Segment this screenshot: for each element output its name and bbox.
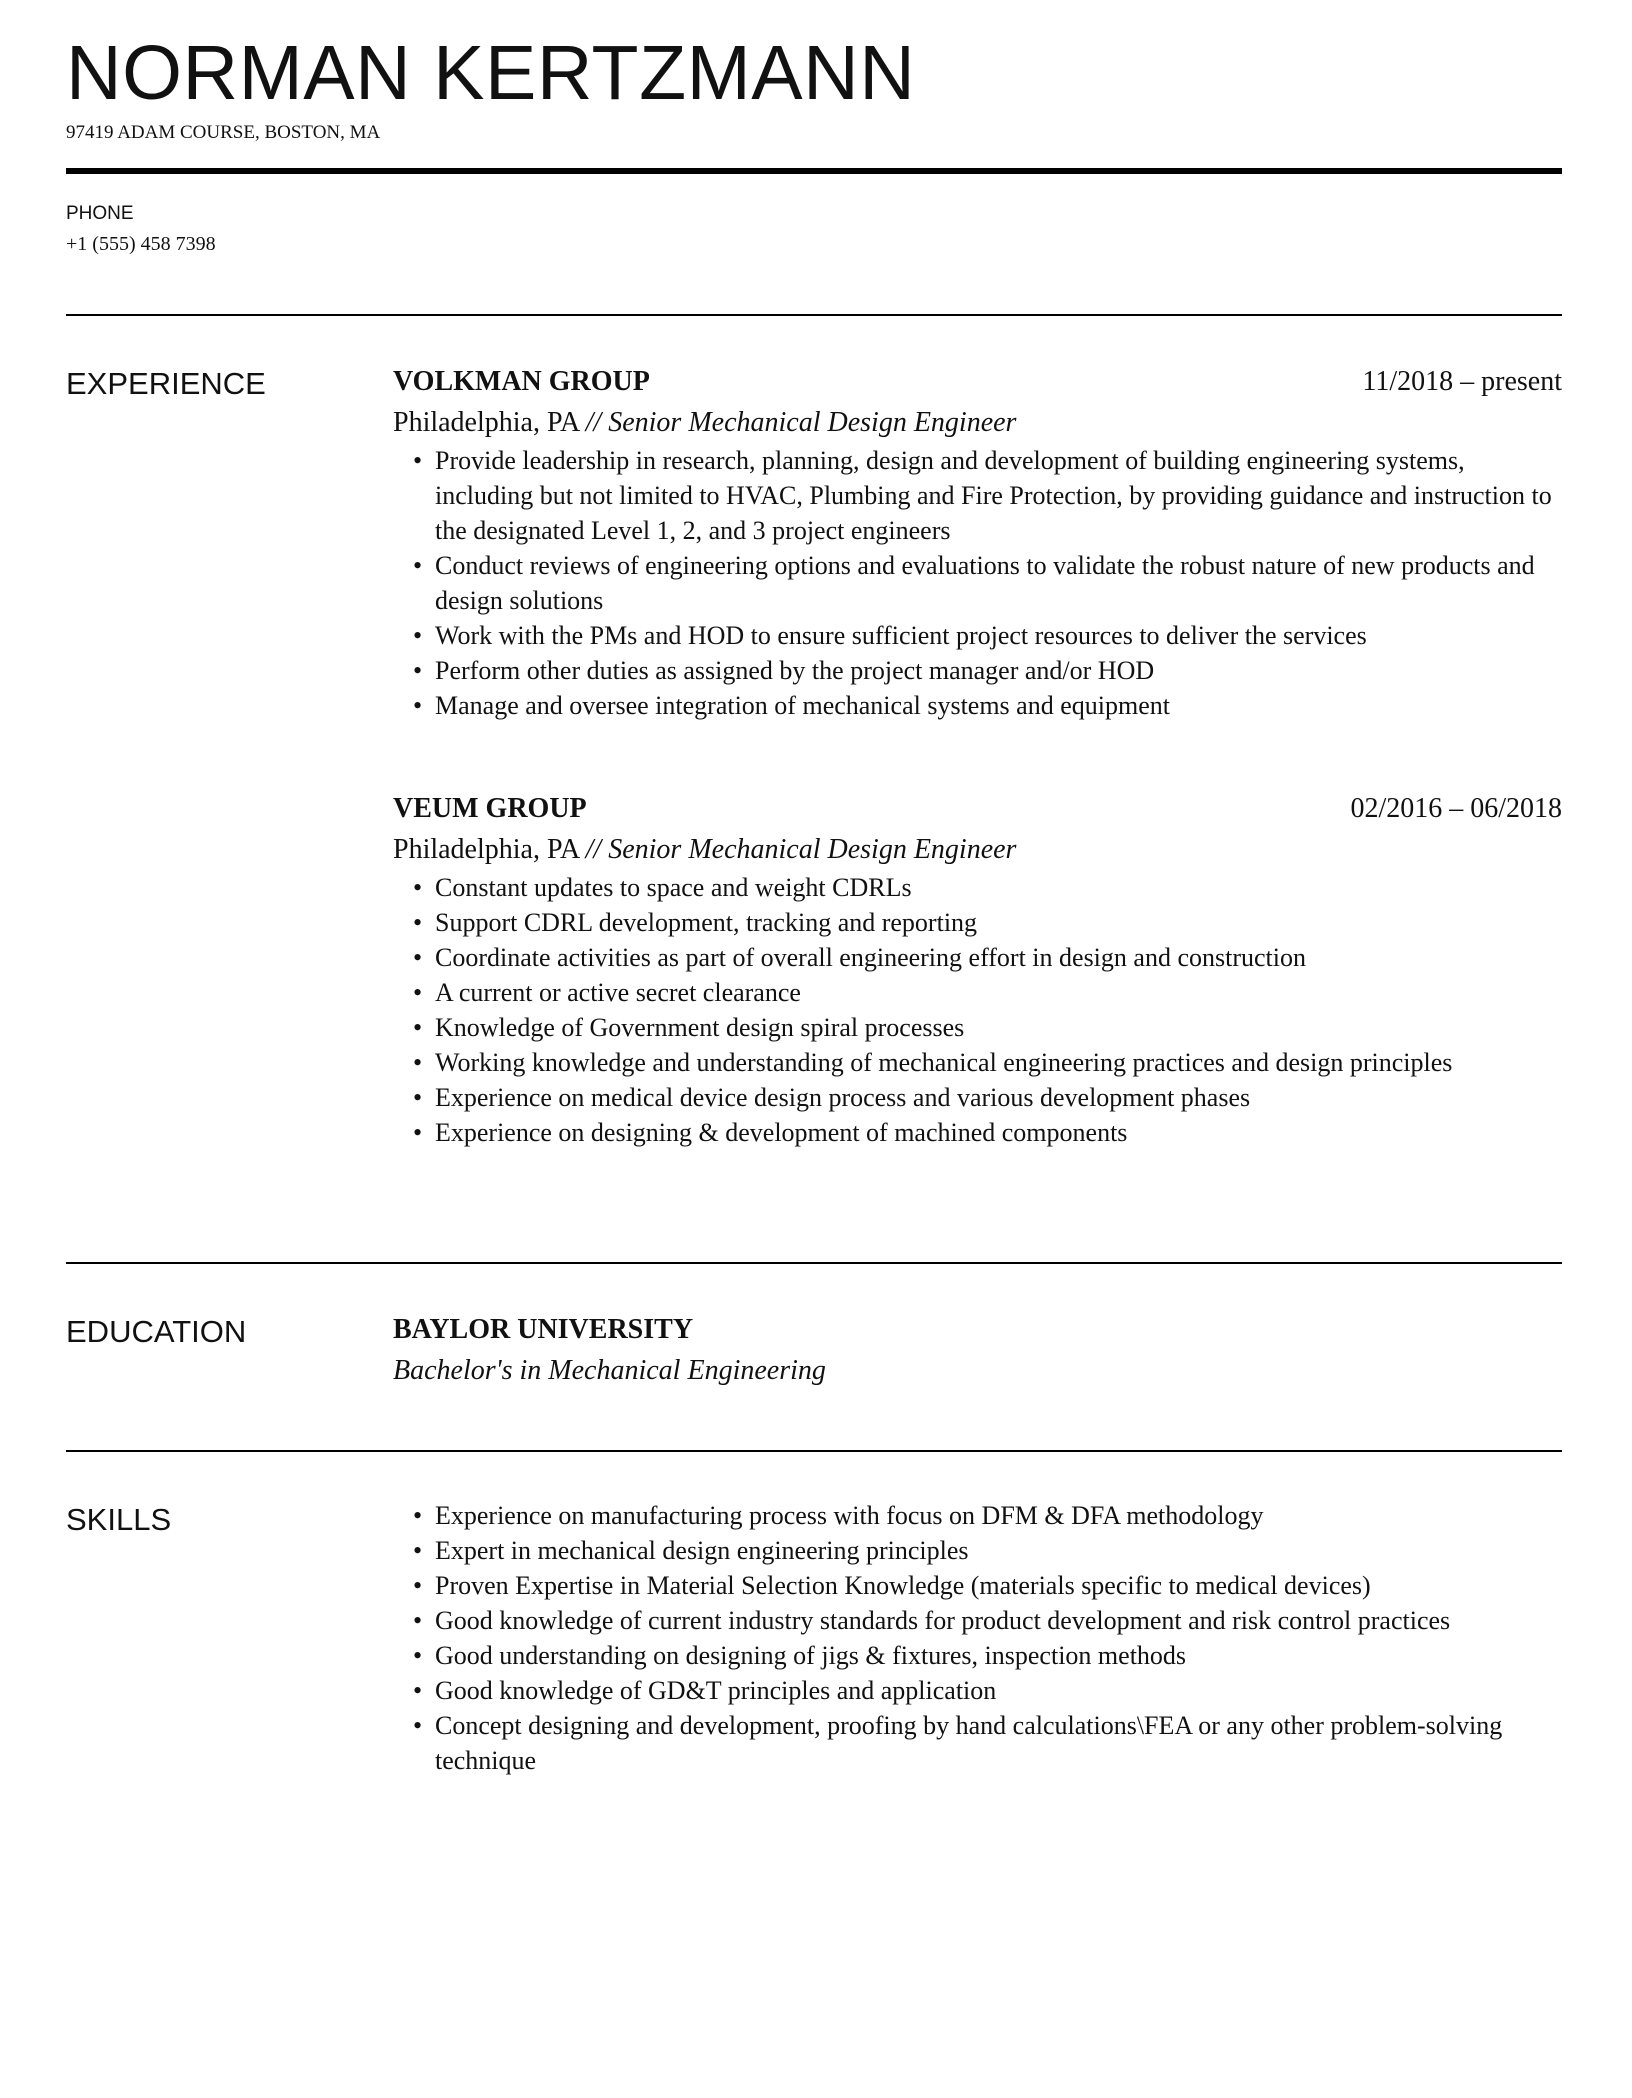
section-title-experience: EXPERIENCE bbox=[66, 366, 266, 401]
job-entry bbox=[393, 788, 1562, 1150]
list-item: • Experience on manufacturing process with focus on DFM & DFA methodology bbox=[413, 1501, 1264, 1530]
list-item: • Knowledge of Government design spiral processes bbox=[413, 1013, 965, 1042]
job-location: Philadelphia, PA bbox=[393, 407, 579, 438]
phone-label: PHONE bbox=[66, 203, 134, 224]
header-divider bbox=[66, 168, 1562, 174]
job-dates: 02/2016 – 06/2018 bbox=[1350, 793, 1562, 824]
list-item: • Working knowledge and understanding of mechanical engineering practices and design principles bbox=[413, 1048, 1453, 1077]
job-location: Philadelphia, PA bbox=[393, 834, 579, 865]
phone-number: +1 (555) 458 7398 bbox=[66, 233, 216, 255]
job-separator: // bbox=[585, 834, 602, 865]
list-item: • Good knowledge of current industry standards for product development and risk control practices bbox=[413, 1606, 1451, 1635]
list-item: • Coordinate activities as part of overall engineering effort in design and construction bbox=[413, 943, 1306, 972]
job-dates: 11/2018 – present bbox=[1362, 366, 1562, 397]
list-item: • Concept designing and development, proofing by hand calculations\FEA or any other problem-solving technique bbox=[413, 1711, 1503, 1775]
list-item: • Support CDRL development, tracking and reporting bbox=[413, 908, 978, 937]
section-divider-experience bbox=[66, 314, 1562, 316]
list-item: • Proven Expertise in Material Selection Knowledge (materials specific to medical devices) bbox=[413, 1571, 1371, 1600]
section-divider-education bbox=[66, 1262, 1562, 1264]
job-company: VEUM GROUP bbox=[393, 793, 587, 824]
job-role-line bbox=[393, 402, 1562, 443]
education-entry bbox=[393, 1309, 1562, 1391]
list-item: • Work with the PMs and HOD to ensure sufficient project resources to deliver the services bbox=[413, 621, 1367, 650]
list-item: • Good knowledge of GD&T principles and application bbox=[413, 1676, 997, 1705]
section-title-education: EDUCATION bbox=[66, 1314, 247, 1349]
job-separator: // bbox=[585, 407, 602, 438]
list-item: • Provide leadership in research, planning, design and development of building engineering systems, including but not limited to HVAC, Plumbing and Fire Protection, by providing guidance and instruction to the designated Level 1, 2, and 3 project engineers bbox=[413, 446, 1552, 545]
skills-list-container bbox=[393, 1498, 1562, 1778]
list-item: • Manage and oversee integration of mechanical systems and equipment bbox=[413, 691, 1170, 720]
list-item: • Experience on medical device design process and various development phases bbox=[413, 1083, 1251, 1112]
candidate-name: NORMAN KERTZMANN bbox=[66, 30, 916, 116]
list-item: • Expert in mechanical design engineering principles bbox=[413, 1536, 969, 1565]
list-item: • Experience on designing & development of machined components bbox=[413, 1118, 1128, 1147]
section-title-skills: SKILLS bbox=[66, 1502, 172, 1537]
job-header bbox=[393, 361, 1562, 402]
skills-list bbox=[393, 1498, 1562, 1778]
list-item: • Constant updates to space and weight CDRLs bbox=[413, 873, 912, 902]
job-company: VOLKMAN GROUP bbox=[393, 366, 650, 397]
job-title: Senior Mechanical Design Engineer bbox=[608, 834, 1017, 865]
section-divider-skills bbox=[66, 1450, 1562, 1452]
job-title: Senior Mechanical Design Engineer bbox=[608, 407, 1017, 438]
job-header bbox=[393, 788, 1562, 829]
candidate-address: 97419 ADAM COURSE, BOSTON, MA bbox=[66, 122, 381, 143]
list-item: • A current or active secret clearance bbox=[413, 978, 801, 1007]
education-school: BAYLOR UNIVERSITY bbox=[393, 1314, 694, 1345]
job-entry bbox=[393, 361, 1562, 723]
list-item: • Conduct reviews of engineering options and evaluations to validate the robust nature of new products and design solutions bbox=[413, 551, 1535, 615]
job-bullets bbox=[393, 870, 1562, 1150]
list-item: • Good understanding on designing of jigs & fixtures, inspection methods bbox=[413, 1641, 1187, 1670]
list-item: • Perform other duties as assigned by the project manager and/or HOD bbox=[413, 656, 1155, 685]
education-degree: Bachelor's in Mechanical Engineering bbox=[393, 1355, 826, 1386]
job-bullets bbox=[393, 443, 1562, 723]
job-role-line bbox=[393, 829, 1562, 870]
